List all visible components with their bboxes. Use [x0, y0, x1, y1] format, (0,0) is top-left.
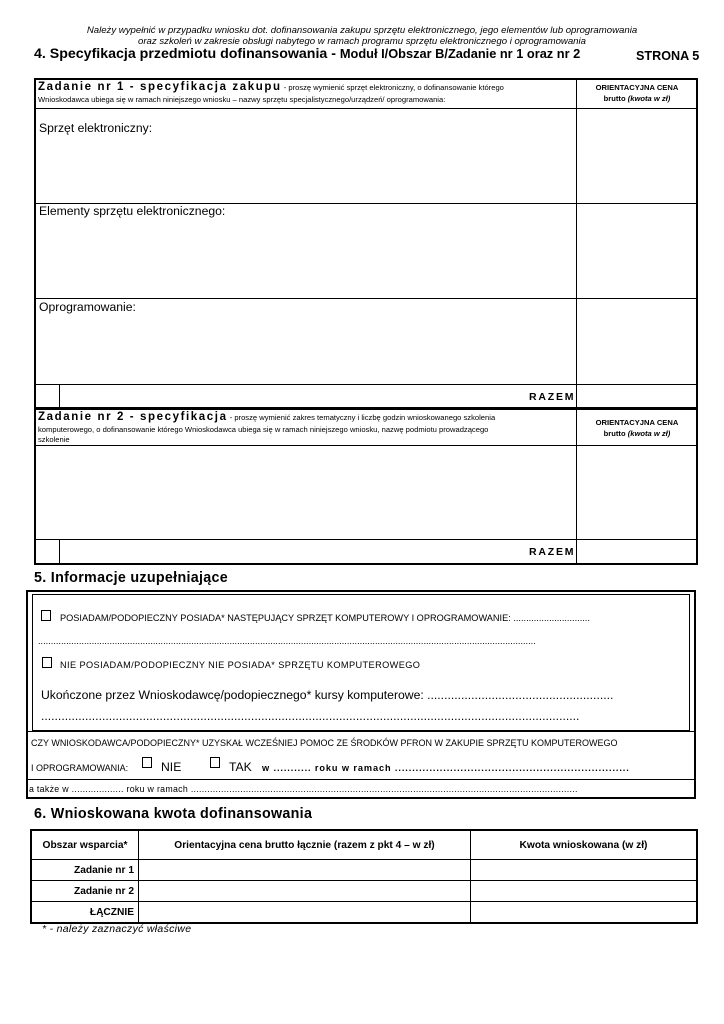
zadanie1-razem-label: RAZEM	[529, 391, 576, 403]
sprzet-price-field[interactable]	[577, 109, 697, 384]
zadanie1-razem-divider	[59, 385, 60, 408]
pomoc-also: a także w ................... roku w ramach .............................................................................................................................................	[29, 784, 578, 794]
kwota-table	[30, 829, 698, 924]
elementy-label: Elementy sprzętu elektronicznego:	[39, 204, 226, 218]
kwota-row-kwota[interactable]	[471, 902, 698, 924]
price-header-line1: ORIENTACYJNA CENA	[595, 83, 679, 92]
zadanie1-title	[38, 81, 504, 93]
nie-posiada-text: NIE POSIADAM/PODOPIECZNY NIE POSIADA* SPRZĘTU KOMPUTEROWEGO	[60, 660, 421, 670]
pomoc-tak-label: TAK	[229, 760, 252, 774]
pomoc-question: CZY WNIOSKODAWCA/PODOPIECZNY* UZYSKAŁ WCZEŚNIEJ POMOC ZE ŚRODKÓW PFRON W ZAKUPIE SPRZĘTU KOMPUTEROWEGO	[31, 738, 618, 748]
zadanie2-razem-label: RAZEM	[529, 546, 576, 558]
pomoc-nie-label: NIE	[161, 760, 182, 774]
kwota-row-cena[interactable]	[139, 860, 471, 881]
pomoc-nie-checkbox[interactable]	[142, 757, 152, 768]
kursy-dots: ...............................................................................................................................................................	[41, 709, 580, 723]
zadanie2-title	[38, 411, 495, 423]
section5-divider	[27, 731, 695, 732]
pomoc-tak-checkbox[interactable]	[210, 757, 220, 768]
section4-title	[34, 46, 580, 62]
zadanie2-razem-divider	[59, 540, 60, 564]
pomoc-oprogramowania: I OPROGRAMOWANIA:	[31, 763, 129, 773]
zadanie2-row-divider	[35, 539, 697, 540]
section6-title: 6. Wnioskowana kwota dofinansowania	[34, 806, 313, 822]
price-header-unit: (kwota w zł)	[627, 94, 671, 103]
section4-subtitle: Moduł I/Obszar B/Zadanie nr 1 oraz nr 2	[339, 46, 581, 61]
kwota-header-kwota: Kwota wnioskowana (w zł)	[471, 830, 698, 860]
price-header-line1: ORIENTACYJNA CENA	[595, 418, 679, 427]
header-note-line1: Należy wypełnić w przypadku wniosku dot. dofinansowania zakupu sprzętu elektronicznego, jego elementów lub oprogramowania	[86, 25, 638, 36]
kwota-row-kwota[interactable]	[471, 860, 698, 881]
zadanie1-price-header	[577, 82, 697, 104]
zadanie2-price-header	[577, 417, 697, 439]
section4-title-main: 4. Specyfikacja przedmiotu dofinansowania -	[34, 46, 340, 62]
kwota-row-cena[interactable]	[139, 881, 471, 902]
section5-divider	[27, 779, 695, 780]
oprogramowanie-label: Oprogramowanie:	[39, 300, 136, 314]
kwota-row-cena[interactable]	[139, 902, 471, 924]
kwota-header-obszar: Obszar wsparcia*	[31, 830, 139, 860]
kwota-row	[31, 881, 697, 902]
zadanie1-desc-line2: Wnioskodawca ubiega się w ramach niniejszego wniosku – nazwy sprzętu specjalistycznego/urządzeń/ oprogramowania:	[38, 95, 446, 104]
kwota-row-label: Zadanie nr 2	[31, 881, 139, 902]
posiada-text: POSIADAM/PODOPIECZNY POSIADA* NASTĘPUJĄCY SPRZĘT KOMPUTEROWY I OPROGRAMOWANIE: ..............................	[60, 613, 590, 623]
page-number: STRONA 5	[636, 49, 700, 63]
price-header-brutto: brutto	[603, 429, 628, 438]
kursy-text: Ukończone przez Wnioskodawcę/podopiecznego* kursy komputerowe: .......................................................	[41, 688, 614, 702]
zadanie1-title-text: Zadanie nr 1 - specyfikacja zakupu	[38, 81, 282, 93]
kwota-row	[31, 902, 697, 924]
section5-title: 5. Informacje uzupełniające	[34, 570, 229, 586]
kwota-row-kwota[interactable]	[471, 881, 698, 902]
zadanie2-desc-line2: komputerowego, o dofinansowanie którego Wnioskodawca ubiega się w ramach niniejszego wniosku, nazwę podmiotu prowadzącego	[38, 425, 489, 434]
kwota-row	[31, 860, 697, 881]
zadanie2-desc-line3: szkolenie	[38, 435, 70, 444]
kwota-row-label: Zadanie nr 1	[31, 860, 139, 881]
zadanie1-row-divider	[35, 384, 697, 385]
price-header-line2	[577, 93, 697, 104]
zadanie1-desc-line1: - proszę wymienić sprzęt elektroniczny, o dofinansowanie którego	[281, 83, 504, 92]
pomoc-tak-details: w ........... roku w ramach ....................................................................	[262, 763, 630, 773]
header-note-line2: oraz szkoleń w zakresie obsługi nabytego w ramach programu sprzętu elektronicznego i oprogramowania	[138, 36, 586, 47]
sprzet-label: Sprzęt elektroniczny:	[39, 121, 153, 135]
zadanie2-header-divider	[35, 445, 697, 446]
nie-posiada-checkbox[interactable]	[42, 657, 52, 668]
posiada-checkbox[interactable]	[41, 610, 51, 621]
kwota-header-cena: Orientacyjna cena brutto łącznie (razem z pkt 4 – w zł)	[139, 830, 471, 860]
price-header-line2	[577, 428, 697, 439]
price-header-unit: (kwota w zł)	[627, 429, 671, 438]
posiada-dots: ...................................................................................................................................................................................................	[38, 636, 536, 646]
zadanie2-desc-line1: - proszę wymienić zakres tematyczny i liczbę godzin wnioskowanego szkolenia	[227, 413, 496, 422]
footnote: * - należy zaznaczyć właściwe	[42, 923, 192, 935]
price-header-brutto: brutto	[603, 94, 628, 103]
zadanie2-title-text: Zadanie nr 2 - specyfikacja	[38, 411, 228, 423]
kwota-row-label: ŁĄCZNIE	[31, 902, 139, 924]
